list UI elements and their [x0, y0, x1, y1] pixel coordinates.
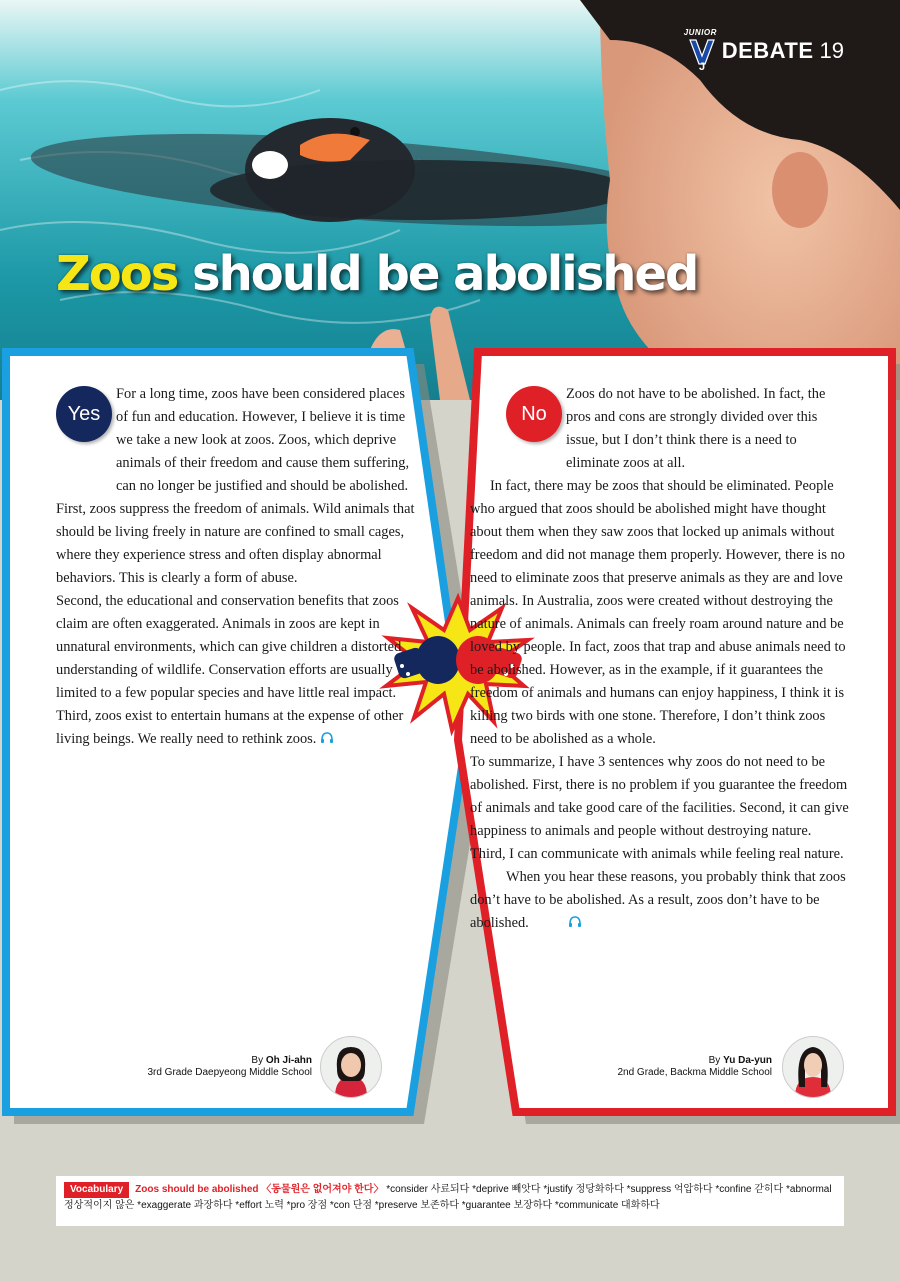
vocabulary-headline: Zoos should be abolished 〈동물원은 없어져야 한다〉 — [135, 1184, 384, 1195]
yes-paragraph: Second, the educational and conservation benefits that zoos claim are often exaggerated. Animals in zoos are kept in unnatural environments, which can give children a distorted understanding of wildlife. Conservation efforts are usually limited to a few popular species and have little real impact. — [56, 593, 402, 701]
yes-byline — [147, 1055, 312, 1079]
no-badge: No — [506, 386, 562, 442]
author-name: Oh Ji-ahn — [265, 1055, 312, 1066]
junior-logo-icon — [683, 28, 717, 72]
headline-rest: should be abolished — [177, 246, 698, 302]
logo-letter: J — [698, 61, 705, 72]
avatar — [320, 1036, 382, 1098]
author-school: 2nd Grade, Backma Middle School — [617, 1067, 772, 1078]
magazine-brand — [683, 28, 844, 72]
headline-highlight: Zoos — [56, 246, 178, 302]
yes-badge: Yes — [56, 386, 112, 442]
vocabulary-box — [56, 1176, 844, 1226]
headphones-icon[interactable] — [532, 913, 546, 925]
yes-argument — [56, 383, 416, 751]
headline — [56, 246, 697, 302]
author-school: 3rd Grade Daepyeong Middle School — [147, 1067, 312, 1078]
no-paragraph — [470, 866, 850, 935]
vocabulary-label: Vocabulary — [64, 1182, 129, 1198]
no-paragraph: In fact, there may be zoos that should be eliminated. People who argued that zoos should be abolished might have thought about them when they saw zoos that locked up animals without freedom and did not manage them properly. However, there is no need to eliminate zoos that preserve animals as they are and love animals. In Australia, zoos were created without destroying the nature of animals. Animals can freely roam around nature and be loved by people. In fact, zoos that trap and abuse animals need to be abolished. However, as in the example, if it guarantees the freedom of animals and humans can enjoy happiness, I think it is killing two birds with one stone. Therefore, I don’t think zoos need to be abolished as a whole. — [470, 478, 846, 747]
author-name: Yu Da-yun — [723, 1055, 772, 1066]
avatar — [782, 1036, 844, 1098]
page-number: 19 — [819, 38, 844, 63]
section-label: DEBATE — [721, 38, 814, 63]
no-byline — [617, 1055, 772, 1079]
byline-prefix: By — [708, 1055, 724, 1066]
no-argument — [470, 383, 850, 935]
no-paragraph: Zoos do not have to be abolished. In fact, the pros and cons are strongly divided over this issue, but I don’t think there is a need to eliminate zoos at all. — [566, 386, 826, 471]
byline-prefix: By — [251, 1055, 266, 1066]
headphones-icon[interactable] — [320, 729, 334, 741]
vocabulary-items: *consider 사료되다 *deprive 빼앗다 *justify 정당화하다 *suppress 억압하다 *confine 갇히다 *abnormal 정상적이지 않은 *exaggerate 과장하다 *effort 노력 *pro 장점 *con 단점 *preserve 보존하다 *guarantee 보장하다 *communicate 대화하다 — [64, 1184, 832, 1211]
yes-paragraph: First, zoos suppress the freedom of animals. Wild animals that should be living freely in nature are confined to small cages, where they experience stress and often display abnormal behaviors. This is clearly a form of abuse. — [56, 501, 415, 586]
yes-paragraph — [56, 705, 416, 751]
no-paragraph-text: When you hear these reasons, you probably think that zoos don’t have to be abolished. As a result, zoos don’t have to be abolished. — [470, 869, 846, 931]
yes-paragraph: For a long time, zoos have been considered places of fun and education. However, I believe it is time we take a new look at zoos. Zoos, which deprive animals of their freedom and cause them suffering, can no longer be justified and should be abolished. — [116, 386, 410, 494]
no-paragraph: To summarize, I have 3 sentences why zoos do not need to be abolished. First, there is no problem if you guarantee the freedom of animals and take good care of the facilities. Second, it can give happiness to animals and people without destroying nature. Third, I can communicate with animals while feeling real nature. — [470, 754, 849, 862]
junior-tag: JUNIOR — [683, 28, 717, 37]
yes-paragraph-text: Third, zoos exist to entertain humans at the expense of other living beings. We really need to rethink zoos. — [56, 708, 404, 747]
